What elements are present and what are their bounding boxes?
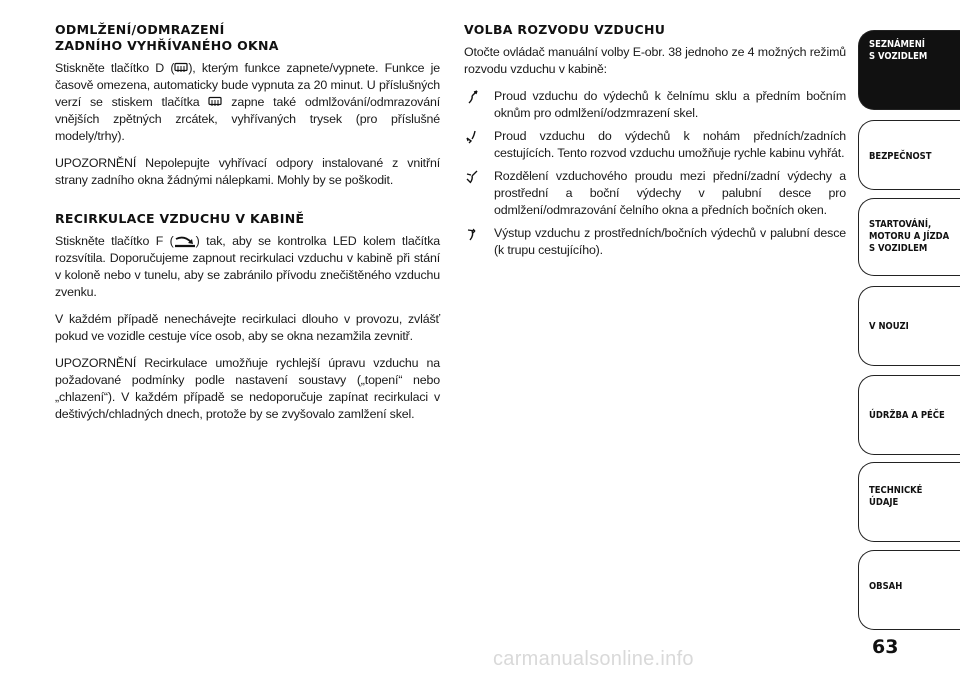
tab-bezpecnost[interactable]: BEZPEČNOST (858, 120, 960, 190)
rear-window-defrost-paragraph: Stiskněte tlačítko D ( ), kterým funkce zapnete/vypnete. Funkce je časově omezena, automaticky bude vypnuta za 20 minut. U příslušných verzí se stiskem tlačítka zapne také odmlžování/odmrazování vnějších zpětných zrcátek, vyhřívaných trysek (pro příslušné modely/trhy). (55, 61, 441, 143)
recirculation-note: V každém případě nenechávejte recirkulaci dlouho v provozu, zvlášť pokud ve vozidle cestuje více osob, aby se okna nezamžila zevnitř. (55, 312, 440, 343)
tab-startovani-motoru-a-jizda[interactable]: STARTOVÁNÍ, MOTORU A JÍZDA S VOZIDLEM (858, 198, 960, 276)
airflow-feet-icon (466, 130, 480, 144)
list-item: Výstup vzduchu z prostředních/bočních výdechů v palubní desce (k trupu cestujícího). (464, 225, 846, 259)
air-distribution-intro: Otočte ovládač manuální volby E-obr. 38 jednoho ze 4 možných režimů rozvodu vzduchu v kabině: (464, 45, 846, 76)
airflow-face-icon (466, 227, 480, 241)
tab-seznameni-s-vozidlem[interactable]: SEZNÁMENÍ S VOZIDLEM (858, 30, 960, 110)
recirculation-warning: UPOZORNĚNÍ Recirkulace umožňuje rychlejší úpravu vzduchu na požadované podmínky podle nastavení soustavy („topení“ nebo „chlazení“). V každém případě se nedoporučuje zapínat recirkulaci v deštivých/chladných dnech, protože by se zvyšovalo zamlžení skel. (55, 356, 440, 421)
tab-technicke-udaje[interactable]: TECHNICKÉ ÚDAJE (858, 462, 960, 542)
air-distribution-heading: VOLBA ROZVODU VZDUCHU (464, 22, 666, 37)
airflow-windscreen-icon (466, 90, 480, 104)
rear-window-heater-icon (208, 96, 222, 108)
rear-window-warning: UPOZORNĚNÍ Nepolepujte vyhřívací odpory instalované z vnitřní strany zadního okna žádnými nálepkami. Mohly by se poškodit. (55, 156, 440, 187)
watermark: carmanualsonline.info (493, 648, 694, 670)
recirculation-heading: RECIRKULACE VZDUCHU V KABINĚ (55, 211, 305, 226)
list-item: Rozdělení vzduchového proudu mezi přední/zadní výdechy a prostřední a boční výdechy v palubní desce pro odmlžení/odmrazování čelního okna a předních bočních oken. (464, 168, 846, 219)
recirculation-icon (174, 236, 196, 248)
page-number: 63 (872, 636, 899, 658)
air-distribution-list (464, 88, 846, 259)
rear-window-defrost-heading: ODMLŽENÍ/ODMRAZENÍ ZADNÍHO VYHŘÍVANÉHO OKNA (55, 22, 279, 53)
tab-v-nouzi[interactable]: V NOUZI (858, 286, 960, 366)
tab-obsah[interactable]: OBSAH (858, 550, 960, 630)
recirculation-paragraph: Stiskněte tlačítko F ( ) tak, aby se kontrolka LED kolem tlačítka rozsvítila. Doporučujeme zapnout recirkulaci vzduchu v kabině při stání v koloně nebo v tunelu, aby se zabránilo přívodu znečištěného vzduchu zvenku. (55, 234, 440, 299)
left-column (55, 22, 440, 433)
list-item: Proud vzduchu do výdechů k čelnímu sklu a předním bočním oknům pro odmlžení/odzmrazení skel. (464, 88, 846, 122)
list-item: Proud vzduchu do výdechů k nohám předních/zadních cestujících. Tento rozvod vzduchu umožňuje rychle kabinu vyhřát. (464, 128, 846, 162)
rear-window-heater-icon (174, 62, 188, 74)
airflow-split-icon (466, 170, 480, 184)
right-column (464, 22, 846, 265)
tab-udrzba-a-pece[interactable]: ÚDRŽBA A PÉČE (858, 375, 960, 455)
